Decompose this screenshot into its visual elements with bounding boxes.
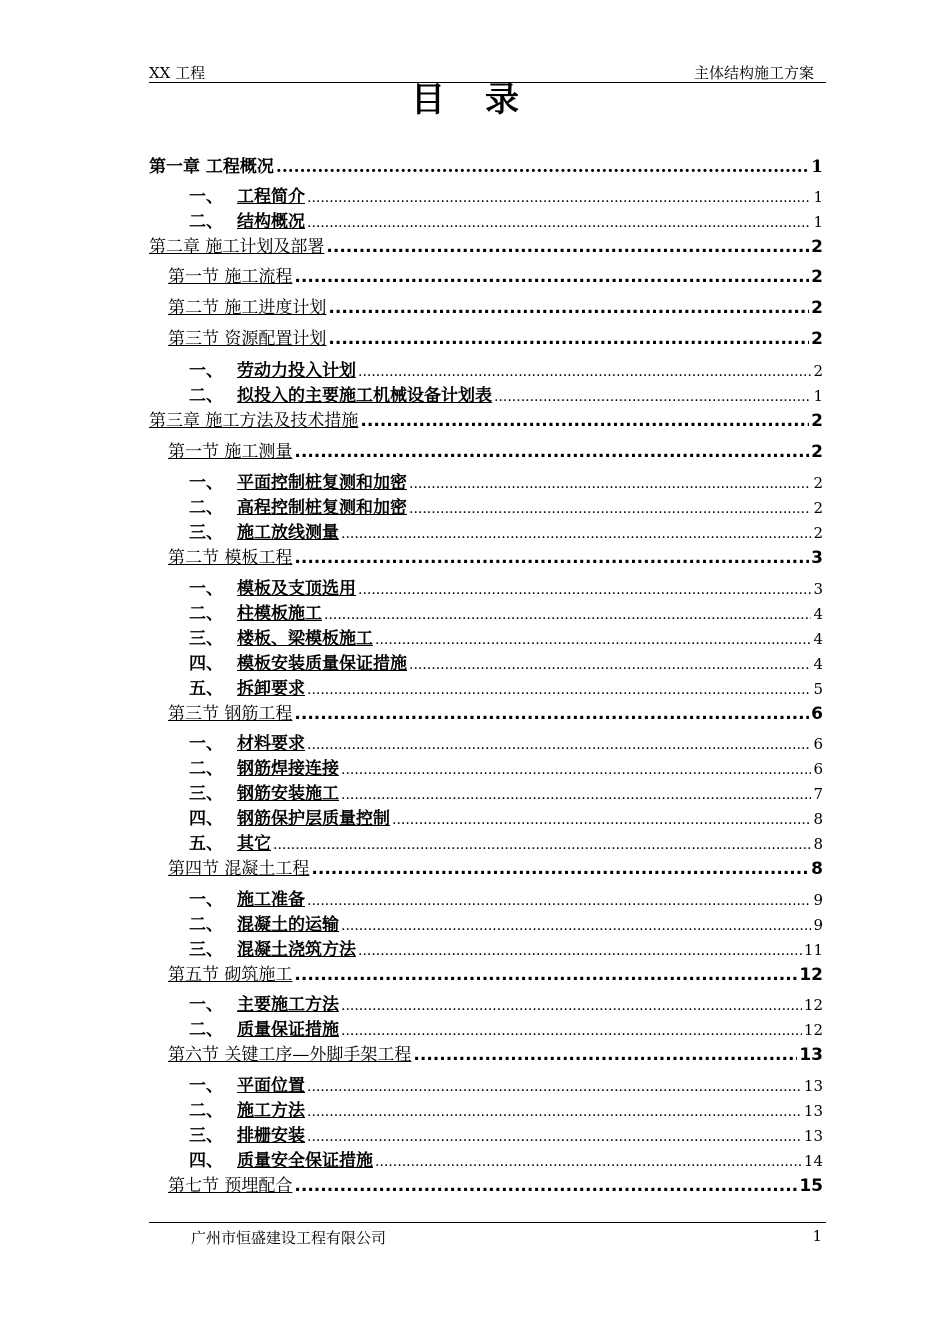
toc-leader-dots	[328, 329, 809, 349]
toc-page-number: 13	[803, 1077, 823, 1095]
toc-page-number: 2	[813, 499, 823, 517]
toc-entry-number: 二、	[189, 212, 223, 232]
toc-entry-text: 钢筋安装施工	[237, 784, 339, 804]
toc-page-number: 2	[811, 237, 823, 257]
toc-entry-number: 一、	[189, 995, 223, 1015]
toc-entry-number: 一、	[189, 187, 223, 207]
toc-entry-text: 施工放线测量	[237, 523, 339, 543]
toc-leader-dots	[294, 442, 809, 462]
toc-entry-text: 高程控制桩复测和加密	[237, 498, 407, 518]
toc-entry-text: 质量保证措施	[237, 1020, 339, 1040]
toc-leader-dots	[494, 389, 811, 405]
toc-entry-text: 排栅安装	[237, 1126, 305, 1146]
toc-entry-number: 一、	[189, 1076, 223, 1096]
toc-page-number: 13	[803, 1127, 823, 1145]
toc-entry[interactable]	[189, 649, 823, 673]
toc-entry[interactable]	[189, 518, 823, 542]
toc-leader-dots	[307, 215, 811, 231]
toc-entry-text: 模板安装质量保证措施	[237, 654, 407, 674]
toc-page-number: 3	[811, 548, 823, 568]
toc-leader-dots	[375, 1154, 802, 1170]
toc-entry-text: 平面位置	[237, 1076, 305, 1096]
toc-page-number: 12	[803, 1021, 823, 1039]
toc-entry[interactable]	[189, 182, 823, 206]
toc-entry[interactable]	[189, 356, 823, 380]
toc-entry-text: 其它	[237, 834, 271, 854]
toc-page-number: 2	[811, 442, 823, 462]
toc-page-number: 3	[813, 580, 823, 598]
toc-entry-label	[189, 910, 339, 935]
toc-leader-dots	[392, 812, 811, 828]
toc-entry-number: 二、	[189, 759, 223, 779]
toc-entry[interactable]	[189, 493, 823, 517]
toc-page-number: 4	[813, 605, 823, 623]
toc-entry-label: 第三节 钢筋工程	[168, 704, 293, 724]
toc-leader-dots	[341, 998, 802, 1014]
toc-page-number: 1	[813, 188, 823, 206]
toc-page-number: 2	[811, 267, 823, 287]
toc-leader-dots	[307, 682, 811, 698]
toc-leader-dots	[341, 762, 811, 778]
toc-entry[interactable]	[189, 1121, 823, 1145]
toc-entry-label: 第二章 施工计划及部署	[149, 237, 325, 257]
toc-entry-label	[189, 207, 305, 232]
toc-entry-text: 混凝土的运输	[237, 915, 339, 935]
toc-entry-label: 第一章 工程概况	[149, 157, 274, 177]
toc-entry-number: 二、	[189, 604, 223, 624]
toc-page-number: 2	[811, 298, 823, 318]
toc-entry[interactable]	[168, 699, 823, 723]
toc-page-number: 2	[813, 474, 823, 492]
toc-entry-number: 一、	[189, 734, 223, 754]
toc-entry-label: 第一节 施工测量	[168, 442, 293, 462]
toc-page-number: 6	[813, 760, 823, 778]
toc-entry-label	[189, 381, 492, 406]
toc-entry[interactable]	[189, 885, 823, 909]
toc-entry-number: 二、	[189, 1101, 223, 1121]
toc-entry-label: 第三节 资源配置计划	[168, 329, 327, 349]
toc-leader-dots	[409, 476, 811, 492]
toc-entry-label	[189, 1096, 305, 1121]
toc-leader-dots	[294, 704, 809, 724]
toc-page-number: 7	[813, 785, 823, 803]
toc-entry-label	[189, 624, 373, 649]
toc-entry-text: 质量安全保证措施	[237, 1151, 373, 1171]
toc-leader-dots	[409, 501, 811, 517]
toc-entry[interactable]	[168, 324, 823, 348]
toc-page-number: 12	[799, 965, 823, 985]
toc-entry[interactable]	[168, 854, 823, 878]
toc-entry-label	[189, 804, 390, 829]
toc-leader-dots	[307, 893, 811, 909]
toc-page-number: 1	[811, 157, 823, 177]
toc-entry-label: 第一节 施工流程	[168, 267, 293, 287]
toc-entry[interactable]	[189, 468, 823, 492]
toc-page-number: 2	[811, 329, 823, 349]
toc-entry[interactable]	[189, 754, 823, 778]
toc-entry[interactable]	[189, 729, 823, 753]
toc-entry-number: 三、	[189, 629, 223, 649]
toc-leader-dots	[307, 1104, 802, 1120]
toc-entry-label	[189, 990, 339, 1015]
toc-entry-label	[189, 182, 305, 207]
toc-page-number: 6	[813, 735, 823, 753]
toc-page-number: 8	[813, 835, 823, 853]
toc-entry[interactable]	[149, 152, 823, 176]
toc-entry[interactable]	[189, 910, 823, 934]
toc-leader-dots	[358, 943, 802, 959]
toc-entry[interactable]	[189, 1015, 823, 1039]
toc-entry-label: 第三章 施工方法及技术措施	[149, 411, 359, 431]
toc-entry[interactable]	[189, 1096, 823, 1120]
toc-leader-dots	[413, 1045, 797, 1065]
toc-page-number: 9	[813, 891, 823, 909]
toc-entry-number: 一、	[189, 473, 223, 493]
toc-entry[interactable]	[149, 232, 823, 256]
toc-entry-text: 劳动力投入计划	[237, 361, 356, 381]
page-footer	[149, 1222, 826, 1247]
toc-entry-label	[189, 885, 305, 910]
toc-leader-dots	[326, 237, 809, 257]
toc-entry-text: 拟投入的主要施工机械设备计划表	[237, 386, 492, 406]
toc-entry-text: 楼板、梁模板施工	[237, 629, 373, 649]
toc-leader-dots	[294, 965, 797, 985]
toc-page-number: 5	[813, 680, 823, 698]
toc-entry-text: 模板及支顶选用	[237, 579, 356, 599]
toc-entry-text: 拆卸要求	[237, 679, 305, 699]
toc-entry-label	[189, 829, 271, 854]
toc-entry-label: 第四节 混凝土工程	[168, 859, 310, 879]
toc-entry-number: 三、	[189, 784, 223, 804]
toc-entry[interactable]	[189, 574, 823, 598]
header-doc-title: 主体结构施工方案	[693, 64, 814, 82]
toc-page-number: 4	[813, 630, 823, 648]
toc-entry-text: 混凝土浇筑方法	[237, 940, 356, 960]
toc-page-number: 2	[811, 411, 823, 431]
toc-leader-dots	[307, 737, 811, 753]
toc-entry[interactable]	[189, 599, 823, 623]
toc-entry-label: 第五节 砌筑施工	[168, 965, 293, 985]
toc-entry[interactable]	[189, 624, 823, 648]
toc-entry[interactable]	[189, 935, 823, 959]
toc-entry-label	[189, 649, 407, 674]
toc-leader-dots	[273, 837, 811, 853]
toc-page-number: 15	[799, 1176, 823, 1196]
toc-leader-dots	[324, 607, 811, 623]
toc-leader-dots	[307, 1129, 802, 1145]
toc-page-number: 11	[803, 941, 823, 959]
toc-entry[interactable]	[168, 543, 823, 567]
toc-entry-label	[189, 1146, 373, 1171]
toc-page-number: 13	[803, 1102, 823, 1120]
toc-entry-text: 工程简介	[237, 187, 305, 207]
toc-entry-number: 五、	[189, 679, 223, 699]
toc-entry-number: 五、	[189, 834, 223, 854]
toc-entry-label	[189, 674, 305, 699]
footer-company: 广州市恒盛建设工程有限公司	[191, 1229, 387, 1247]
toc-entry-label	[189, 574, 356, 599]
toc-entry[interactable]	[189, 804, 823, 828]
toc-entry[interactable]	[168, 1040, 823, 1064]
toc-entry-text: 材料要求	[237, 734, 305, 754]
toc-entry-text: 柱模板施工	[237, 604, 322, 624]
footer-page-number: 1	[812, 1227, 822, 1245]
toc-entry-label	[189, 1015, 339, 1040]
toc-entry-label	[189, 729, 305, 754]
toc-entry[interactable]	[189, 829, 823, 853]
toc-page-number: 6	[811, 704, 823, 724]
toc-entry-label	[189, 493, 407, 518]
toc-entry[interactable]	[168, 960, 823, 984]
toc-leader-dots	[341, 918, 811, 934]
header-project: XX 工程	[149, 64, 206, 82]
toc-leader-dots	[294, 267, 809, 287]
toc-entry-label	[189, 468, 407, 493]
toc-entry-label: 第七节 预埋配合	[168, 1176, 293, 1196]
toc-leader-dots	[409, 657, 811, 673]
toc-entry-label	[189, 754, 339, 779]
toc-entry[interactable]	[168, 437, 823, 461]
toc-page-number: 2	[813, 524, 823, 542]
toc-entry[interactable]	[189, 1146, 823, 1170]
toc-leader-dots	[375, 632, 811, 648]
toc-entry-label	[189, 1121, 305, 1146]
toc-entry-number: 三、	[189, 1126, 223, 1146]
toc-leader-dots	[358, 582, 811, 598]
toc-page-number: 12	[803, 996, 823, 1014]
toc-leader-dots	[307, 190, 811, 206]
toc-page-number: 2	[813, 362, 823, 380]
toc-entry[interactable]	[189, 779, 823, 803]
toc-entry-label	[189, 518, 339, 543]
toc-entry-label: 第二节 模板工程	[168, 548, 293, 568]
toc-leader-dots	[311, 859, 809, 879]
toc-leader-dots	[358, 364, 811, 380]
toc-entry-number: 二、	[189, 915, 223, 935]
toc-entry[interactable]	[189, 990, 823, 1014]
toc-entry-number: 一、	[189, 890, 223, 910]
toc-entry-text: 施工准备	[237, 890, 305, 910]
toc-leader-dots	[341, 787, 811, 803]
toc-entry-number: 二、	[189, 498, 223, 518]
toc-entry[interactable]	[189, 207, 823, 231]
toc-entry[interactable]	[168, 262, 823, 286]
toc-entry[interactable]	[149, 406, 823, 430]
toc-entry-label	[189, 935, 356, 960]
toc-entry-number: 三、	[189, 940, 223, 960]
toc-entry-label: 第六节 关键工序—外脚手架工程	[168, 1045, 412, 1065]
toc-entry[interactable]	[168, 1171, 823, 1195]
toc-page-number: 9	[813, 916, 823, 934]
toc-entry[interactable]	[189, 381, 823, 405]
toc-entry-label: 第二节 施工进度计划	[168, 298, 327, 318]
toc-leader-dots	[276, 157, 809, 177]
toc-title: 目录	[411, 80, 559, 120]
toc-leader-dots	[341, 1023, 802, 1039]
toc-page-number: 1	[813, 213, 823, 231]
toc-entry[interactable]	[189, 1071, 823, 1095]
toc-entry[interactable]	[189, 674, 823, 698]
toc-page-number: 1	[813, 387, 823, 405]
toc-entry-label	[189, 1071, 305, 1096]
toc-entry-number: 四、	[189, 809, 223, 829]
toc-leader-dots	[294, 1176, 797, 1196]
toc-page-number: 13	[799, 1045, 823, 1065]
toc-leader-dots	[294, 548, 809, 568]
toc-entry-number: 二、	[189, 386, 223, 406]
toc-entry-number: 一、	[189, 361, 223, 381]
toc-entry-text: 主要施工方法	[237, 995, 339, 1015]
toc-entry-label	[189, 356, 356, 381]
toc-page-number: 4	[813, 655, 823, 673]
toc-entry-label	[189, 779, 339, 804]
toc-page-number: 14	[803, 1152, 823, 1170]
toc-entry[interactable]	[168, 293, 823, 317]
toc-entry-text: 钢筋保护层质量控制	[237, 809, 390, 829]
toc-page-number: 8	[813, 810, 823, 828]
toc-entry-text: 施工方法	[237, 1101, 305, 1121]
toc-entry-label	[189, 599, 322, 624]
toc-entry-number: 二、	[189, 1020, 223, 1040]
toc-leader-dots	[341, 526, 811, 542]
toc-leader-dots	[360, 411, 809, 431]
toc-leader-dots	[328, 298, 809, 318]
toc-leader-dots	[307, 1079, 802, 1095]
toc-page-number: 8	[811, 859, 823, 879]
toc-entry-number: 三、	[189, 523, 223, 543]
toc-entry-number: 四、	[189, 654, 223, 674]
toc-entry-number: 四、	[189, 1151, 223, 1171]
toc-entry-text: 钢筋焊接连接	[237, 759, 339, 779]
toc-entry-text: 结构概况	[237, 212, 305, 232]
toc-entry-text: 平面控制桩复测和加密	[237, 473, 407, 493]
toc-entry-number: 一、	[189, 579, 223, 599]
